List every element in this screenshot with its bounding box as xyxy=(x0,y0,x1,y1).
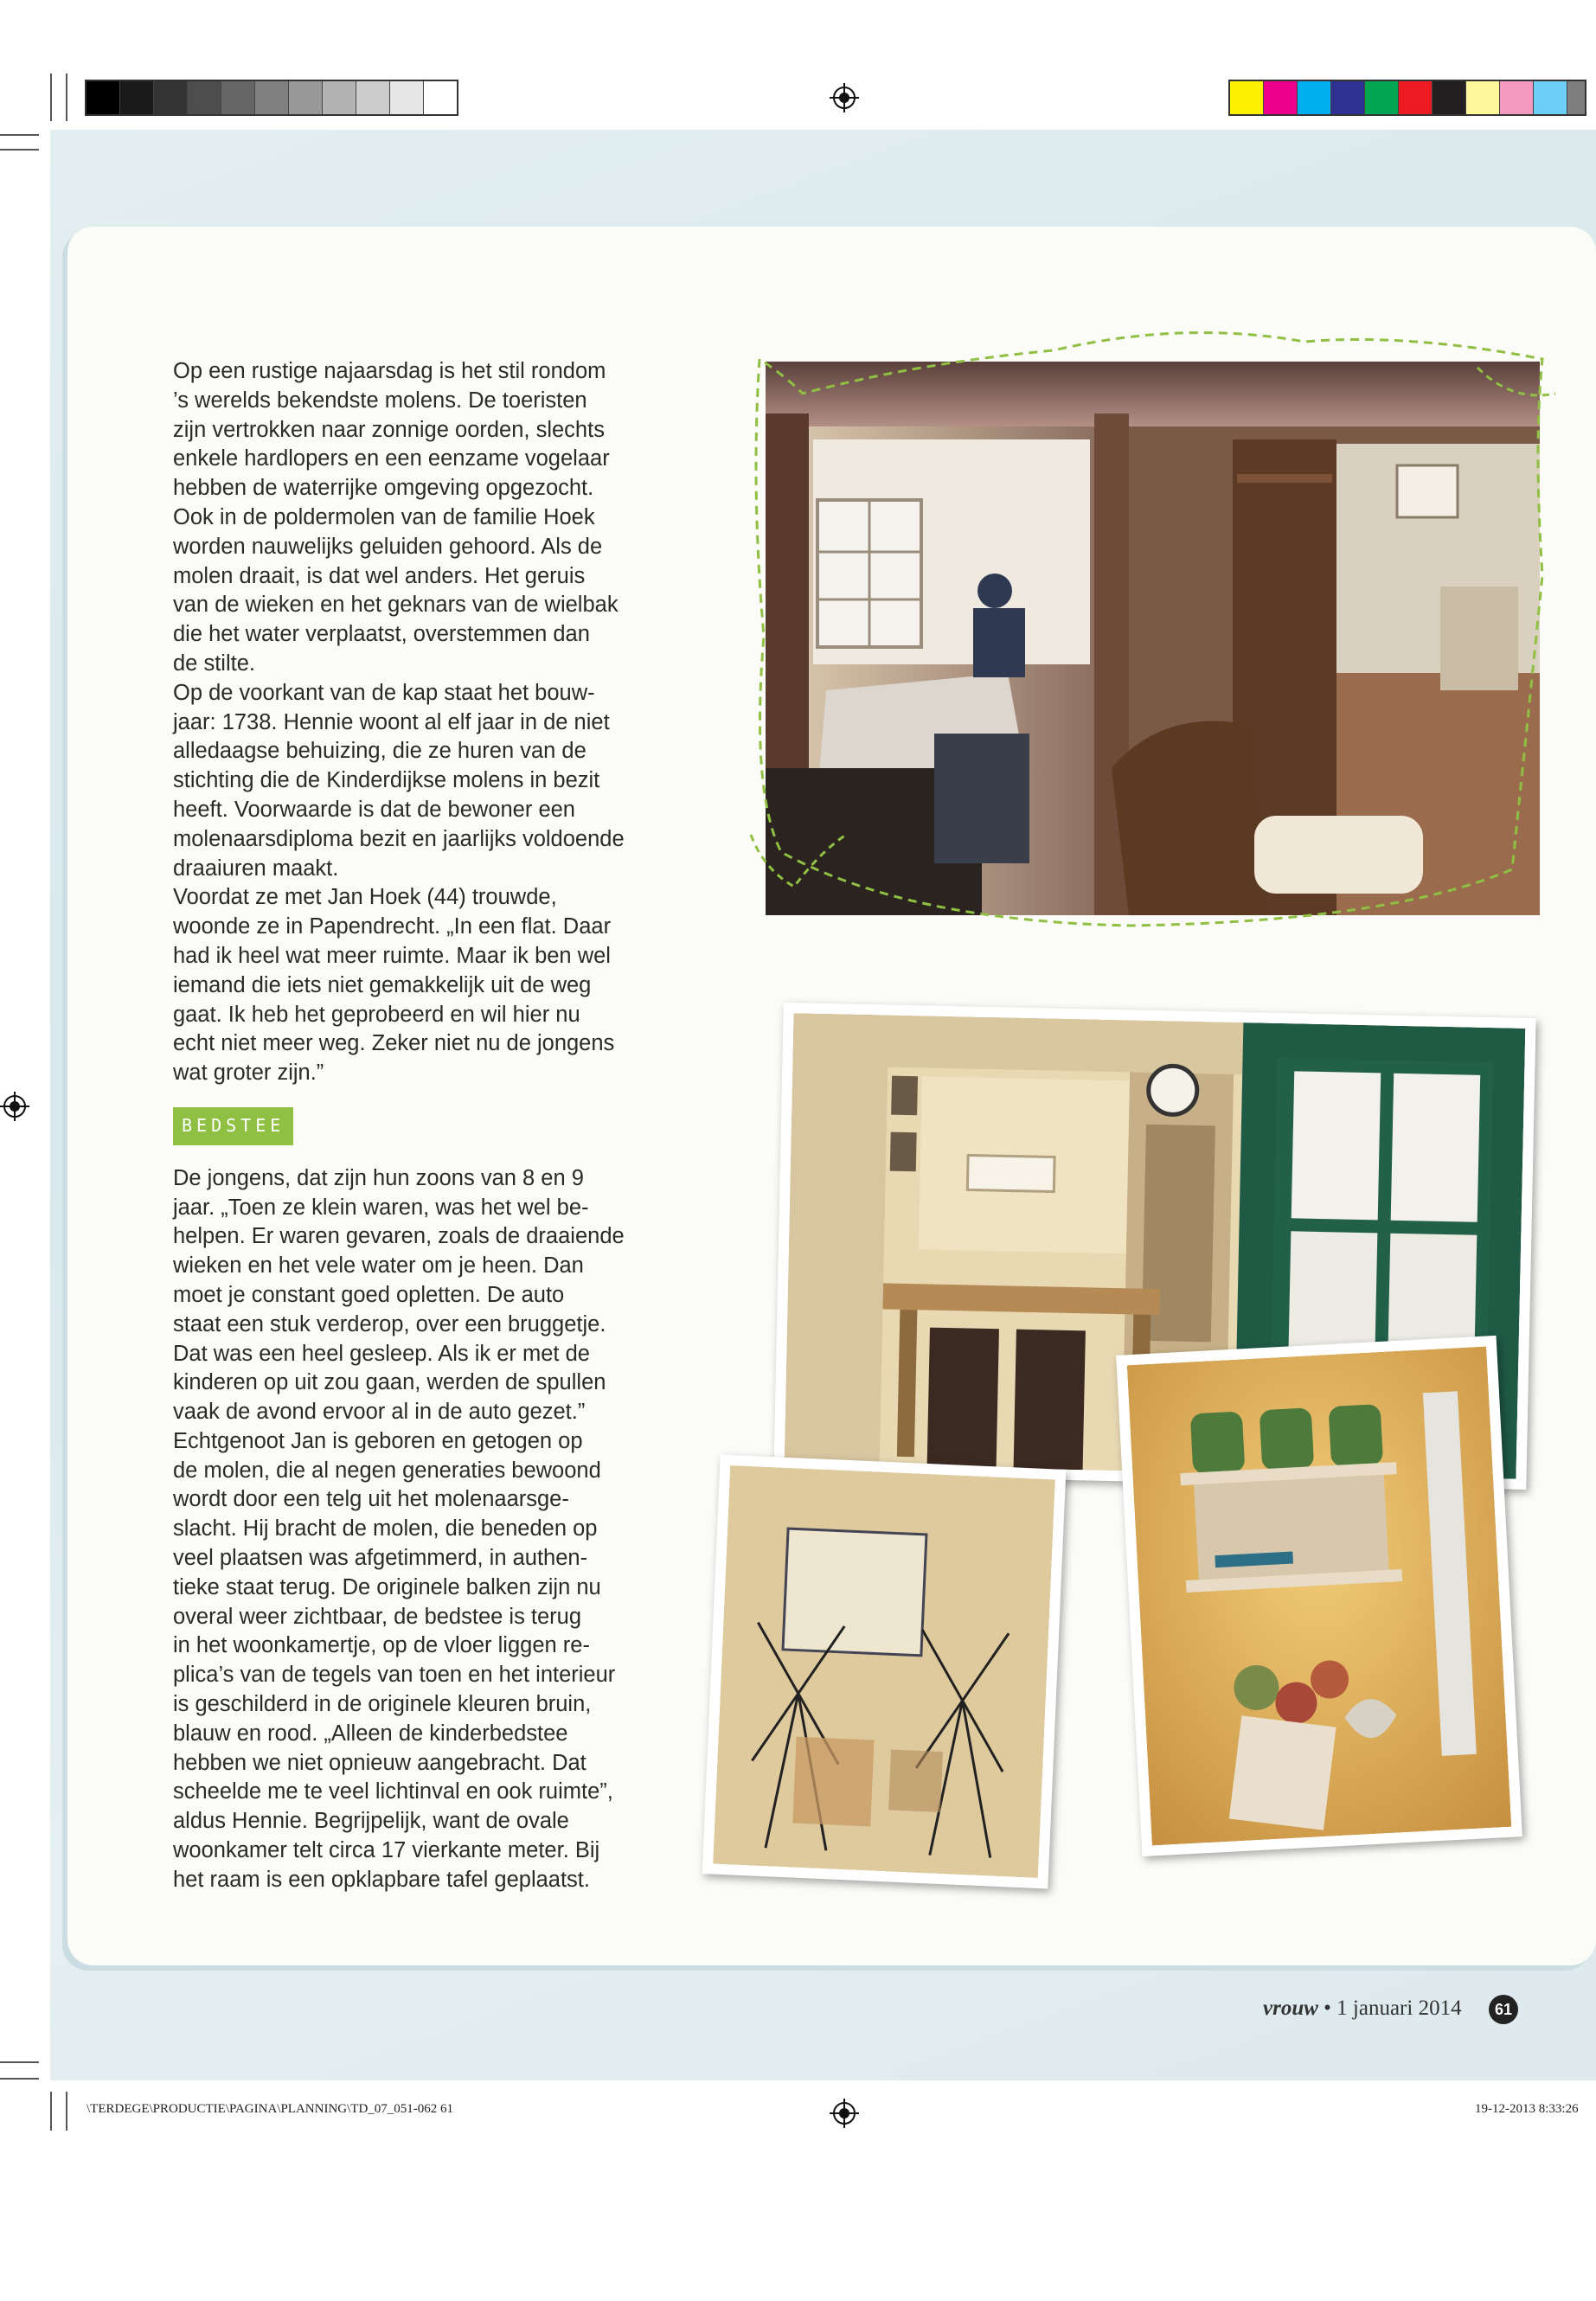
paragraph: Echtgenoot Jan is geboren en getogen op de molen, die al negen generaties bewoond wordt door een telg uit het molenaarsge- slacht. Hij bracht de molen, die beneden op veel plaatsen was afgetimmerd, in authen- tieke staat terug. De originele balken zijn nu overal weer zichtbaar, de bedstee is terug in het woonkamertje, op de vloer liggen re- plica’s van de tegels van toen en het interieur is geschilderd in de originele kleuren bruin, blauw en rood. „Alleen de kinderbedstee hebben we niet opnieuw aangebracht. Dat scheelde me te veel lichtinval en ook ruimte”, aldus Hennie. Begrijpelijk, want de ovale woonkamer telt circa 17 vierkante meter. Bij het raam is een opklapbare tafel geplaatst. xyxy=(173,1428,616,1892)
crop-mark xyxy=(0,134,39,136)
photo-frame xyxy=(702,1455,1067,1889)
paragraph: Voordat ze met Jan Hoek (44) trouwde, woonde ze in Papendrecht. „In een flat. Daar had ik heel wat meer ruimte. Maar ik ben wel iemand die iets niet gemakkelijk uit de weg gaat. Ik heb het geprobeerd en wil hier nu echt niet meer weg. Zeker niet nu de jongens wat groter zijn.” xyxy=(173,885,615,1086)
registration-mark-icon xyxy=(830,83,859,112)
crop-mark xyxy=(66,74,67,121)
footer-separator: • xyxy=(1324,1997,1331,2020)
print-slug-path: \TERDEGE\PRODUCTIE\PAGINA\PLANNING\TD_07_051-062 61 xyxy=(87,2102,454,2116)
crop-mark xyxy=(50,2092,52,2131)
issue-date: 1 januari 2014 xyxy=(1336,1997,1462,2020)
photo-shelf-jars xyxy=(1127,1346,1512,1845)
color-control-strip xyxy=(1228,80,1586,116)
photo-windmill-print xyxy=(713,1465,1055,1878)
crop-mark xyxy=(0,2061,39,2063)
page-number: 61 xyxy=(1489,1995,1518,2024)
magazine-name: vrouw xyxy=(1263,1997,1318,2020)
print-slug-timestamp: 19-12-2013 8:33:26 xyxy=(1475,2102,1579,2116)
photo-frame xyxy=(1116,1336,1522,1856)
paragraph: Op een rustige najaarsdag is het stil rondom ’s werelds bekendste molens. De toeristen zijn vertrokken naar zonnige oorden, slechts enkele hardlopers en een eenzame vogelaar hebben de waterrijke omgeving opgezocht. Ook in de poldermolen van de familie Hoek worden nauwelijks geluiden gehoord. Als de molen draait, is dat wel anders. Het geruis van de wieken en het geknars van de wielbak die het water verplaatst, overstemmen dan de stilte. xyxy=(173,359,619,676)
footer-brand xyxy=(1263,1997,1462,2021)
paragraph: De jongens, dat zijn hun zoons van 8 en 9 jaar. „Toen ze klein waren, was het wel be- helpen. Er waren gevaren, zoals de draaiende wieken en het vele water om je heen. Dan moet je constant goed opletten. De auto staat een stuk verderop, over een bruggetje. Dat was een heel gesleep. Als ik er met de kinderen op uit zou gaan, werden de spullen vaak de avond ervoor al in de auto gezet.” xyxy=(173,1165,625,1425)
paragraph: Op de voorkant van de kap staat het bouw- jaar: 1738. Hennie woont al elf jaar in de niet alledaagse behuizing, die ze huren van de stichting die de Kinderdijkse molens in bezit heeft. Voorwaarde is dat de bewoner een molenaarsdiploma bezit en jaarlijks voldoende draaiuren maakt. xyxy=(173,680,625,881)
crop-mark xyxy=(50,74,52,121)
grayscale-control-strip xyxy=(85,80,458,116)
crop-mark xyxy=(0,2078,39,2080)
article-body xyxy=(173,357,640,1895)
registration-mark-icon xyxy=(0,1092,29,1121)
crop-mark xyxy=(0,149,39,151)
doodle-frame-decoration xyxy=(699,316,1564,947)
section-heading: BEDSTEE xyxy=(173,1107,293,1145)
registration-mark-icon xyxy=(830,2099,859,2128)
crop-mark xyxy=(66,2092,67,2131)
